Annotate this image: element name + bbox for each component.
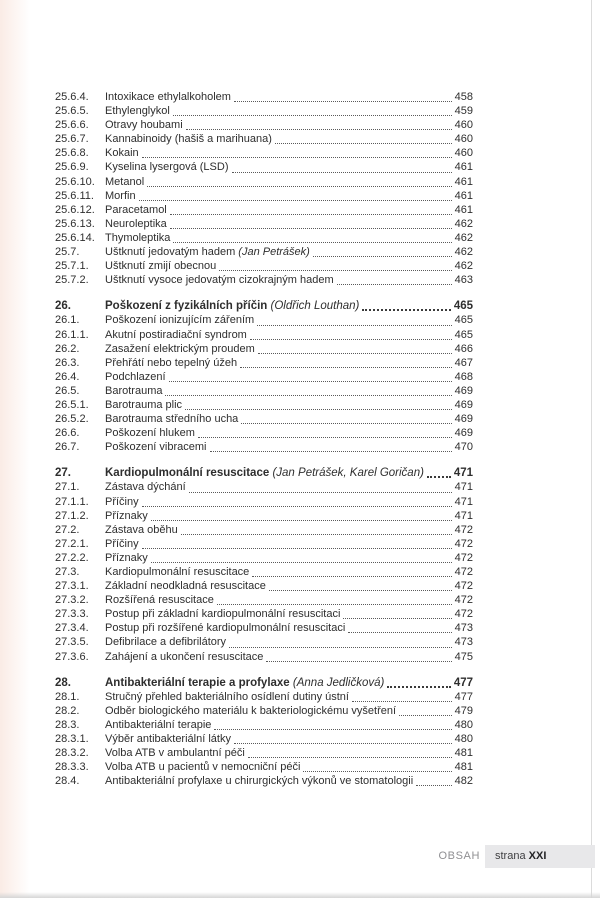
toc-entry-page: 472 (454, 608, 473, 621)
toc-entry-title: Paracetamol (105, 203, 167, 216)
toc-entry-page: 469 (454, 384, 473, 397)
toc-entry-number: 25.6.13. (55, 217, 95, 230)
toc-entry-row (55, 537, 473, 551)
toc-entry-title: Příčiny (105, 537, 139, 550)
toc-entry-number: 27.1.2. (55, 509, 89, 522)
toc-entry-title: Poškození ionizujícím zářením (105, 314, 255, 327)
toc-entry-page: 480 (454, 718, 473, 731)
toc-entry-page: 473 (454, 622, 473, 635)
toc-entry-row (55, 650, 473, 664)
toc-entry-title: Volba ATB u pacientů v nemocniční péči (105, 761, 301, 774)
toc-entry-title: Otravy houbami (105, 119, 183, 132)
dotted-leader (170, 203, 452, 215)
toc-entry-page: 466 (454, 342, 473, 355)
toc-entry-row (55, 398, 473, 412)
toc-entry-page: 458 (454, 91, 473, 103)
footer-page-box (485, 845, 595, 868)
toc-entry-number: 26.4. (55, 370, 80, 383)
toc-entry-row (55, 509, 473, 523)
toc-entry-number: 27. (55, 467, 71, 480)
toc-entry-row (55, 621, 473, 635)
toc-entry-title: Stručný přehled bakteriálního osídlení dutiny ústní (105, 690, 349, 703)
toc-entry-author: (Anna Jedličková) (292, 676, 385, 689)
scan-left-edge-artifact (0, 0, 30, 898)
toc-entry-title: Kyselina lysergová (LSD) (105, 161, 229, 174)
dotted-leader (240, 356, 452, 368)
dotted-leader (181, 523, 452, 535)
toc-entry-number: 28.3.2. (55, 747, 89, 760)
toc-entry-title: Podchlazení (105, 370, 166, 383)
toc-entry-title: Zástava oběhu (105, 523, 178, 536)
toc-entry-row (55, 342, 473, 356)
toc-entry-page: 461 (454, 203, 473, 216)
toc-entry-number: 27.1.1. (55, 495, 89, 508)
toc-entry-page: 462 (454, 231, 473, 244)
dotted-leader (186, 118, 452, 130)
dotted-leader (303, 760, 451, 772)
toc-entry-title: Příznaky (105, 551, 148, 564)
dotted-leader (210, 440, 452, 452)
toc-entry-page: 469 (454, 427, 473, 440)
toc-entry-title: Barotrauma středního ucha (105, 413, 239, 426)
dotted-leader (189, 481, 452, 493)
toc-entry-row (55, 523, 473, 537)
toc-entry-page: 461 (454, 189, 473, 202)
toc-entry-page: 472 (454, 566, 473, 578)
toc-entry-row (55, 189, 473, 203)
toc-entry-number: 27.1. (55, 481, 80, 494)
toc-entry-title: Volba ATB v ambulantní péči (105, 747, 245, 760)
toc-entry-number: 26.6. (55, 427, 80, 440)
dotted-leader (139, 189, 452, 201)
footer-page-number: XXI (528, 850, 547, 862)
toc-entry-row (55, 384, 473, 398)
toc-entry-row (55, 426, 473, 440)
page-footer (0, 845, 600, 868)
dotted-leader (234, 90, 452, 102)
toc-entry-number: 27.3.4. (55, 622, 89, 635)
toc-entry-title: Antibakteriální terapie a profylaxe (Anna Jedličková) (105, 676, 385, 689)
dotted-leader (214, 718, 451, 730)
toc-entry-number: 25.6.8. (55, 147, 89, 160)
dotted-leader (337, 273, 452, 285)
toc-entry-number: 27.3.2. (55, 594, 89, 607)
toc-entry-row (55, 607, 473, 621)
dotted-leader (252, 565, 451, 577)
toc-entry-number: 26.3. (55, 356, 80, 369)
toc-entry-title: Intoxikace ethylalkoholem (105, 91, 231, 103)
toc-entry-row (55, 175, 473, 189)
toc-entry-title: Akutní postiradiační syndrom (105, 328, 247, 341)
toc-entry-row (55, 565, 473, 579)
toc-section (55, 466, 473, 663)
toc-entry-page: 472 (454, 537, 473, 550)
toc-entry-row (55, 356, 473, 370)
dotted-leader (185, 398, 452, 410)
toc-entry-number: 26.5.2. (55, 413, 89, 426)
toc-entry-row (55, 760, 473, 774)
dotted-leader (343, 607, 451, 619)
toc-entry-number: 28.2. (55, 704, 80, 717)
dotted-leader (248, 746, 452, 758)
toc-entry-row (55, 370, 473, 384)
toc-entry-page: 465 (454, 314, 473, 327)
dotted-leader (142, 146, 452, 158)
toc-entry-title: Defibrilace a defibrilátory (105, 636, 227, 649)
toc-entry-number: 27.2. (55, 523, 80, 536)
toc-entry-row (55, 704, 473, 718)
toc-heading-row (55, 676, 473, 690)
toc-entry-page: 479 (454, 704, 473, 717)
dotted-leader (257, 314, 451, 326)
dotted-leader (387, 675, 451, 688)
toc-entry-title: Rozšířená resuscitace (105, 594, 214, 607)
toc-entry-page: 471 (454, 481, 473, 494)
toc-entry-row (55, 160, 473, 174)
toc-entry-title: Kardiopulmonální resuscitace (Jan Petrášek, Karel Goričan) (105, 467, 424, 480)
toc-entry-page: 467 (454, 356, 473, 369)
toc-entry-row (55, 480, 473, 494)
toc-entry-title: Základní neodkladná resuscitace (105, 580, 266, 593)
dotted-leader (219, 259, 451, 271)
toc-entry-page: 465 (454, 328, 473, 341)
toc-section (55, 90, 473, 287)
toc-entry-number: 25.6.4. (55, 91, 89, 103)
toc-entry-title: Ethylenglykol (105, 105, 170, 118)
toc-entry-row (55, 635, 473, 649)
toc-entry-row (55, 440, 473, 454)
toc-entry-number: 26.1.1. (55, 328, 89, 341)
toc-entry-number: 25.6.9. (55, 161, 89, 174)
scan-right-edge-line (591, 0, 592, 898)
dotted-leader (427, 465, 451, 478)
toc-entry-author: (Jan Petrášek) (238, 246, 310, 259)
toc-entry-title: Metanol (105, 175, 145, 188)
toc-entry-row (55, 273, 473, 287)
toc-section (55, 299, 473, 454)
toc-entry-number: 25.6.12. (55, 203, 95, 216)
toc-entry-page: 469 (454, 398, 473, 411)
toc-entry-title: Poškození vibracemi (105, 441, 207, 454)
toc-entry-number: 27.2.2. (55, 551, 89, 564)
dotted-leader (266, 650, 451, 662)
toc-entry-page: 468 (454, 370, 473, 383)
toc-entry-page: 482 (454, 775, 473, 788)
dotted-leader (217, 593, 452, 605)
toc-entry-page: 460 (454, 119, 473, 132)
toc-entry-page: 462 (454, 260, 473, 273)
toc-entry-title: Antibakteriální terapie (105, 718, 212, 731)
dotted-leader (232, 161, 452, 173)
toc-entry-row (55, 718, 473, 732)
toc-entry-title: Uštknutí zmijí obecnou (105, 260, 217, 273)
toc-entry-page: 471 (454, 509, 473, 522)
toc-entry-title: Přehřátí nebo tepelný úžeh (105, 356, 238, 369)
toc-entry-row (55, 690, 473, 704)
toc-entry-page: 461 (454, 175, 473, 188)
toc-entry-title: Kardiopulmonální resuscitace (105, 566, 250, 578)
toc-entry-number: 25.7.2. (55, 274, 89, 287)
toc-entry-row (55, 774, 473, 788)
toc-entry-page: 460 (454, 147, 473, 160)
dotted-leader (348, 621, 451, 633)
toc-entry-number: 28.3.1. (55, 733, 89, 746)
dotted-leader (151, 551, 452, 563)
toc-entry-page: 473 (454, 636, 473, 649)
toc-entry-number: 25.6.10. (55, 175, 95, 188)
toc-entry-number: 27.3. (55, 566, 80, 578)
toc-entry-title: Poškození hlukem (105, 427, 195, 440)
toc-entry-number: 25.7.1. (55, 260, 89, 273)
dotted-leader (313, 245, 452, 257)
toc-entry-title: Odběr biologického materiálu k bakteriologickému vyšetření (105, 704, 397, 717)
toc-entry-number: 27.3.1. (55, 580, 89, 593)
dotted-leader (142, 495, 452, 507)
toc-entry-title: Barotrauma plic (105, 398, 183, 411)
toc-entry-title: Zasažení elektrickým proudem (105, 342, 255, 355)
dotted-leader (173, 231, 451, 243)
toc-entry-title: Uštknutí jedovatým hadem (Jan Petrášek) (105, 246, 310, 259)
toc-entry-row (55, 551, 473, 565)
toc-entry-title: Thymoleptika (105, 231, 171, 244)
toc-entry-row (55, 132, 473, 146)
toc-entry-author: (Oldřich Louthan) (270, 300, 360, 313)
toc-entry-title: Postup při rozšířené kardiopulmonální resuscitaci (105, 622, 346, 635)
toc-heading-row (55, 466, 473, 480)
toc-entry-row (55, 593, 473, 607)
toc-entry-number: 26. (55, 300, 71, 313)
toc-entry-page: 465 (453, 300, 473, 313)
toc-entry-page: 472 (454, 594, 473, 607)
toc-entry-number: 26.5. (55, 384, 80, 397)
toc-entry-number: 27.2.1. (55, 537, 89, 550)
dotted-leader (229, 636, 452, 648)
toc-entry-row (55, 217, 473, 231)
dotted-leader (416, 774, 451, 786)
toc-entry-page: 463 (454, 274, 473, 287)
toc-entry-page: 460 (454, 133, 473, 146)
toc-entry-title: Příčiny (105, 495, 139, 508)
footer-strana-label: strana (495, 850, 526, 862)
toc-entry-number: 28.1. (55, 690, 80, 703)
dotted-leader (151, 509, 452, 521)
dotted-leader (142, 537, 452, 549)
toc-entry-number: 26.1. (55, 314, 80, 327)
toc-entry-number: 28.3. (55, 718, 80, 731)
toc-entry-page: 481 (454, 747, 473, 760)
toc-entry-number: 26.7. (55, 441, 80, 454)
toc-entry-row (55, 328, 473, 342)
toc-entry-number: 26.5.1. (55, 398, 89, 411)
toc-entry-number: 25.6.6. (55, 119, 89, 132)
toc-entry-page: 462 (454, 246, 473, 259)
dotted-leader (399, 704, 452, 716)
toc-entry-title: Neuroleptika (105, 217, 167, 230)
toc-section (55, 676, 473, 789)
toc-heading-row (55, 299, 473, 313)
toc-entry-title: Postup při základní kardiopulmonální resuscitaci (105, 608, 341, 621)
toc-entry-page: 462 (454, 217, 473, 230)
toc-entry-number: 25.6.14. (55, 231, 95, 244)
toc-entry-title: Výběr antibakteriální látky (105, 733, 231, 746)
toc-entry-title: Morfin (105, 189, 136, 202)
toc-entry-page: 459 (454, 105, 473, 118)
toc-entry-page: 469 (454, 413, 473, 426)
dotted-leader (234, 732, 452, 744)
toc-entry-row (55, 203, 473, 217)
toc-entry-page: 461 (454, 161, 473, 174)
dotted-leader (165, 384, 451, 396)
toc-entry-page: 477 (453, 676, 473, 689)
toc-entry-row (55, 104, 473, 118)
toc-entry-row (55, 313, 473, 327)
toc-entry-row (55, 579, 473, 593)
toc-entry-page: 472 (454, 523, 473, 536)
toc-entry-row (55, 90, 473, 104)
toc-entry-page: 472 (454, 551, 473, 564)
dotted-leader (147, 175, 452, 187)
toc-entry-page: 472 (454, 580, 473, 593)
toc-entry-row (55, 118, 473, 132)
toc-entry-page: 480 (454, 733, 473, 746)
toc-entry-row (55, 231, 473, 245)
toc-entry-row (55, 146, 473, 160)
toc-entry-number: 25.6.11. (55, 189, 94, 202)
toc-entry-number: 25.7. (55, 246, 80, 259)
toc-entry-number: 25.6.5. (55, 105, 89, 118)
dotted-leader (241, 412, 451, 424)
toc-entry-number: 28. (55, 676, 71, 689)
toc-entry-page: 470 (454, 441, 473, 454)
toc-entry-row (55, 495, 473, 509)
dotted-leader (173, 104, 452, 116)
toc-entry-author: (Jan Petrášek, Karel Goričan) (272, 467, 424, 480)
toc-entry-number: 27.3.5. (55, 636, 89, 649)
dotted-leader (170, 217, 452, 229)
dotted-leader (169, 370, 452, 382)
toc-entry-title: Zahájení a ukončení resuscitace (105, 650, 264, 663)
footer-obsah-label: OBSAH (438, 850, 480, 862)
dotted-leader (275, 132, 452, 144)
toc-entry-page: 477 (454, 690, 473, 703)
toc-entry-title: Barotrauma (105, 384, 163, 397)
toc-entry-page: 471 (454, 495, 473, 508)
toc-entry-page: 471 (453, 467, 473, 480)
toc-entry-title: Poškození z fyzikálních příčin (Oldřich Louthan) (105, 300, 360, 313)
toc-entry-title: Antibakteriální profylaxe u chirurgických výkonů ve stomatologii (105, 775, 414, 788)
toc-entry-title: Zástava dýchání (105, 481, 186, 494)
toc-list (55, 90, 473, 788)
toc-entry-title: Příznaky (105, 509, 148, 522)
toc-entry-page: 475 (454, 650, 473, 663)
dotted-leader (352, 690, 452, 702)
toc-entry-number: 25.6.7. (55, 133, 89, 146)
toc-entry-row (55, 412, 473, 426)
scan-bottom-edge-artifact (0, 892, 600, 898)
toc-entry-number: 28.4. (55, 775, 80, 788)
toc-entry-page: 481 (454, 761, 473, 774)
toc-entry-row (55, 259, 473, 273)
toc-entry-number: 27.3.6. (55, 650, 89, 663)
toc-entry-number: 27.3.3. (55, 608, 89, 621)
toc-entry-row (55, 732, 473, 746)
dotted-leader (269, 579, 452, 591)
dotted-leader (250, 328, 452, 340)
toc-entry-title: Kokain (105, 147, 139, 160)
dotted-leader (198, 426, 452, 438)
toc-entry-row (55, 245, 473, 259)
dotted-leader (258, 342, 452, 354)
toc-entry-title: Uštknutí vysoce jedovatým cizokrajným hadem (105, 274, 334, 287)
dotted-leader (362, 298, 450, 311)
toc-entry-number: 26.2. (55, 342, 80, 355)
toc-entry-number: 28.3.3. (55, 761, 89, 774)
toc-entry-title: Kannabinoidy (hašiš a marihuana) (105, 133, 272, 146)
toc-entry-row (55, 746, 473, 760)
